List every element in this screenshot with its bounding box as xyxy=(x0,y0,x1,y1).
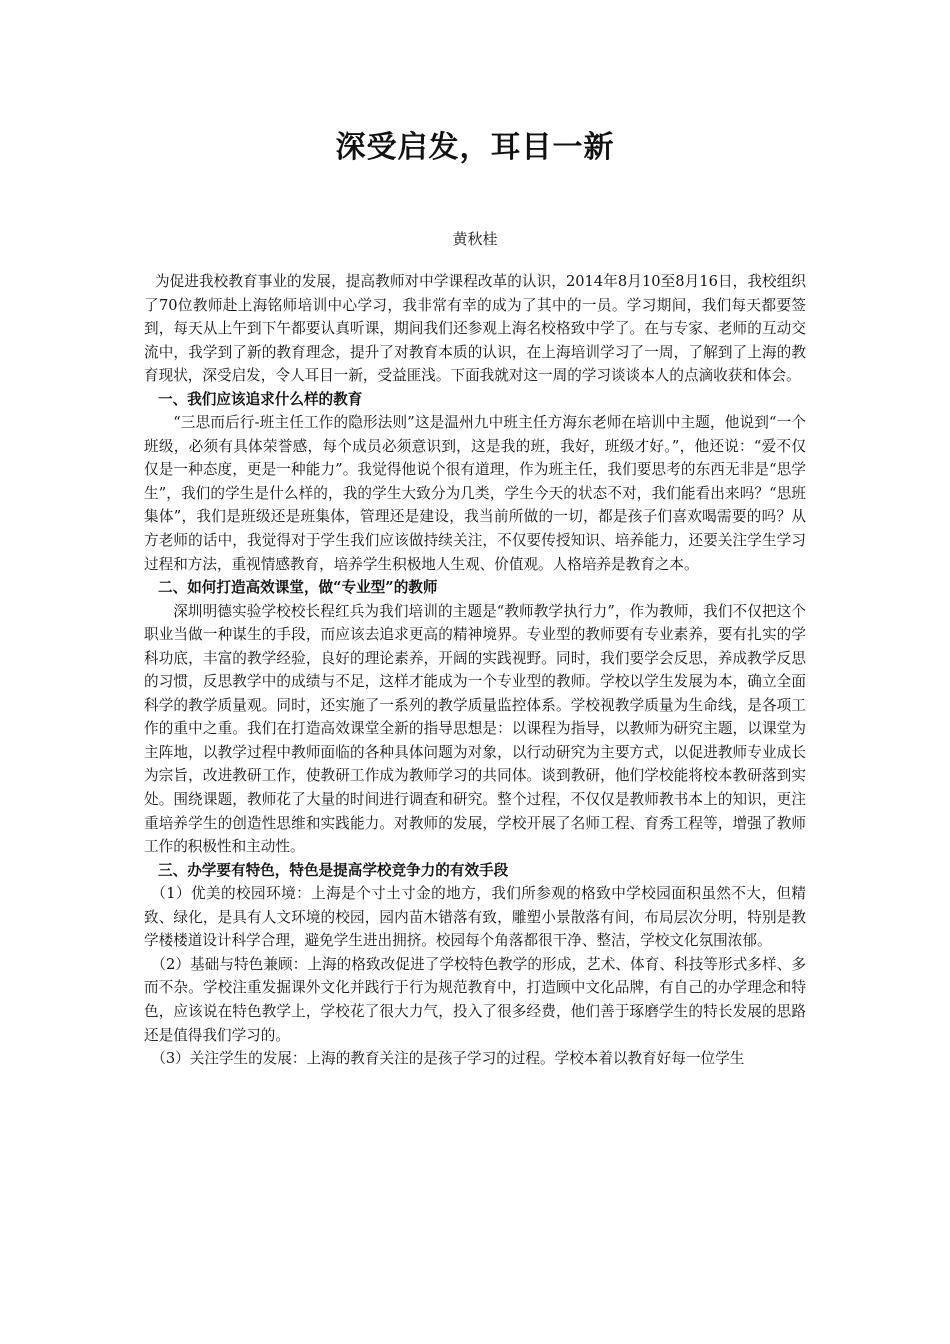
document-title: 深受启发，耳目一新 xyxy=(335,130,615,165)
section-3-item-3: （3）关注学生的发展：上海的教育关注的是孩子学习的过程。学校本着以教育好每一位学生 xyxy=(151,1050,745,1068)
section-heading-1: 一、我们应该追求什么样的教育 xyxy=(158,390,363,408)
intro-paragraph: 为促进我校教育事业的发展，提高教师对中学课程改革的认识，2014年8月10至8月16日，我校组织了70位教师赴上海铭师培训中心学习，我非常有幸的成为了其中的一员。学习期间，我们每天都要签到，每天从上午到下午都要认真听课，期间我们还参观上海名校格致中学了。在与专家、老师的互动交流中，我学到了新的教育理念，提升了对教育本质的认识，在上海培训学习了一周，了解到了上海的教育现状，深受启发，令人耳目一新，受益匪浅。下面我就对这一周的学习谈谈本人的点滴收获和体会。 xyxy=(144,273,806,385)
section-3-item-2: （2）基础与特色兼顾：上海的格致改促进了学校特色教学的形成，艺术、体育、科技等形式多样、多而不杂。学校注重发掘课外文化并践行于行为规范教育中，打造顾中文化品牌，有自己的办学理念和特色，应该说在特色教学上，学校花了很大力气，投入了很多经费，他们善于琢磨学生的特长发展的思路还是值得我们学习的。 xyxy=(144,955,806,1044)
document-author: 黄秋桂 xyxy=(452,230,498,248)
section-2-paragraph: 深圳明德实验学校校长程红兵为我们培训的主题是“教师教学执行力”，作为教师，我们不仅把这个职业当做一种谋生的手段，而应该去追求更高的精神境界。专业型的教师要有专业素养，要有扎实的学科功底，丰富的教学经验，良好的理论素养，开阔的实践视野。同时，我们要学会反思，养成教学反思的习惯，反思教学中的成绩与不足，这样才能成为一个专业型的教师。学校以学生发展为本，确立全面科学的教学质量观。同时，还实施了一系列的教学质量监控体系。学校视教学质量为生命线，是各项工作的重中之重。我们在打造高效课堂全新的指导思想是：以课程为指导，以教师为研究主题，以课堂为主阵地，以教学过程中教师面临的各种具体问题为对象，以行动研究为主要方式，以促进教师专业成长为宗旨，改进教研工作，使教研工作成为教师学习的共同体。谈到教研，他们学校能将校本教研落到实处。围绕课题，教师花了大量的时间进行调查和研究。整个过程，不仅仅是教师教书本上的知识，更注重培养学生的创造性思维和实践能力。对教师的发展，学校开展了名师工程、育秀工程等，增强了教师工作的积极性和主动性。 xyxy=(144,602,806,856)
section-1-paragraph: “三思而后行-班主任工作的隐形法则”这是温州九中班主任方海东老师在培训中主题，他说到“一个班级，必须有具体荣誉感，每个成员必须意识到，这是我的班，我好，班级才好。”，他还说：“爱不仅仅是一种态度，更是一种能力”。我觉得他说个很有道理，作为班主任，我们要思考的东西无非是“思学生”，我们的学生是什么样的，我的学生大致分为几类，学生今天的状态不对，我们能看出来吗？“思班集体”，我们是班级还是班集体，管理还是建设，我当前所做的一切，都是孩子们喜欢喝需要的吗？从方老师的话中，我觉得对于学生我们应该做持续关注，不仅要传授知识、培养能力，还要关注学生学习过程和方法，重视情感教育，培养学生积极地人生观、价值观。人格培养是教育之本。 xyxy=(144,414,806,573)
document-body xyxy=(144,270,806,1071)
section-3-item-1: （1）优美的校园环境：上海是个寸土寸金的地方，我们所参观的格致中学校园面积虽然不大，但精致、绿化，是具有人文环境的校园，园内苗木错落有致，雕塑小景散落有间，布局层次分明，特别是教学楼楼道设计科学合理，避免学生进出拥挤。校园每个角落都很干净、整洁，学校文化氛围浓郁。 xyxy=(144,885,806,950)
section-heading-3: 三、办学要有特色，特色是提高学校竞争力的有效手段 xyxy=(158,861,509,879)
section-heading-2: 二、如何打造高效课堂，做“专业型”的教师 xyxy=(158,579,438,597)
